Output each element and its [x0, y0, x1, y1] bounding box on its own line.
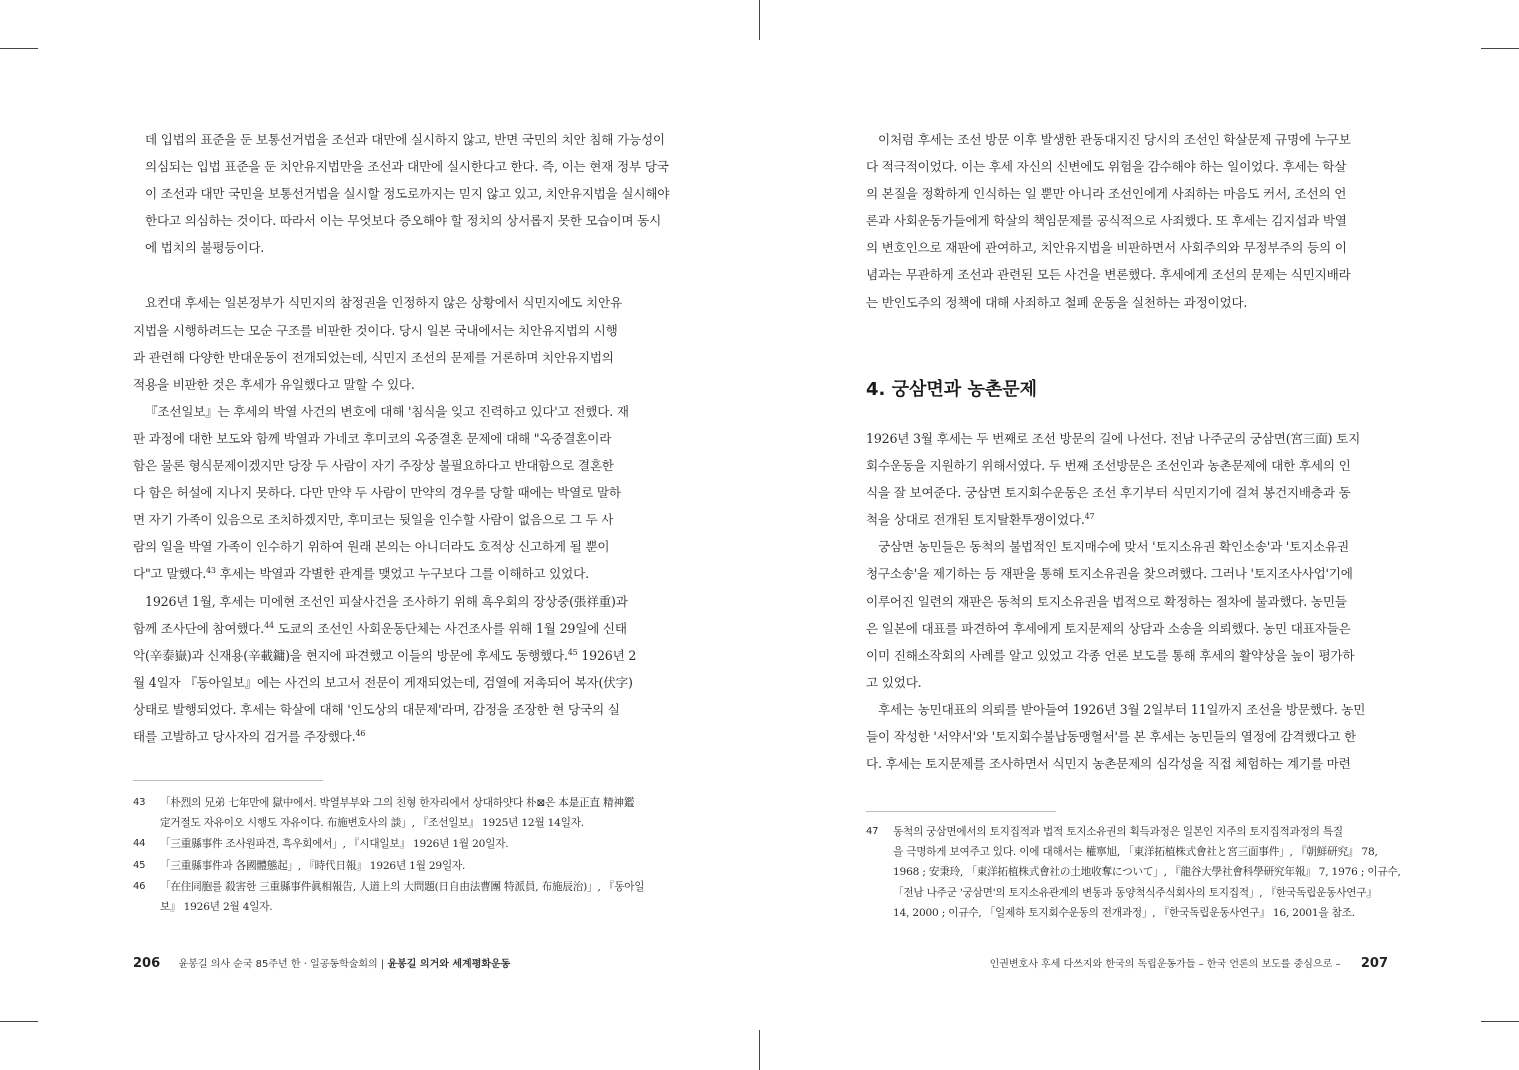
- footnote: [133, 877, 663, 917]
- text-line: 는 반인도주의 정책에 대해 사죄하고 철폐 운동을 실천하는 과정이었다.: [866, 294, 1248, 310]
- text-segment: 태를 고발하고 당사자의 검거를 주장했다.: [133, 728, 356, 744]
- text-line: 고 있었다.: [866, 674, 922, 690]
- footnote-ref[interactable]: 46: [355, 728, 366, 738]
- text-line: 의심되는 입법 표준을 둔 치안유지법만을 조선과 대만에 실시한다고 한다. 즉, 이는 현재 정부 당국: [145, 159, 669, 175]
- body-paragraph: [866, 533, 1388, 696]
- page-number: 207: [1360, 956, 1388, 971]
- footnote-divider: [866, 811, 1056, 812]
- left-folio: [133, 955, 510, 971]
- footnote-ref[interactable]: 44: [264, 620, 274, 630]
- text-line: 한다고 의심하는 것이다. 따라서 이는 무엇보다 증오해야 할 정치의 상서롭지 못한 모습이며 동시: [145, 213, 662, 229]
- text-segment: 1926년 2: [577, 647, 637, 663]
- footnote-line: 「朴烈의 兄弟 七年만에 獄中에서. 박열부부와 그의 친형 한자리에서 상대하얏다 朴⊠은 本是正直 精神鑑: [160, 797, 635, 809]
- text-line: 면 자기 가족이 있음으로 조치하겠지만, 후미코는 뒷일을 인수할 사람이 없음으로 그 두 사: [133, 512, 614, 528]
- text-line: 함은 물론 형식문제이겠지만 당장 두 사람이 자기 주장상 불필요하다고 반대함으로 결혼한: [133, 458, 614, 474]
- text-line: 『조선일보』는 후세의 박열 사건의 변호에 대해 '침식을 잊고 진력하고 있다'고 전했다. 재: [145, 403, 629, 419]
- text-line: 이루어진 일련의 재판은 동척의 토지소유권을 법적으로 확정하는 절차에 불과했다. 농민들: [866, 593, 1347, 609]
- text-line: 회수운동을 지원하기 위해서였다. 두 번째 조선방문은 조선인과 농촌문제에 대한 후세의 인: [866, 458, 1351, 474]
- text-line: [133, 560, 655, 587]
- text-line: 월 4일자 『동아일보』에는 사건의 보고서 전문이 게재되었는데, 검열에 저촉되어 복자(伏字): [133, 674, 633, 690]
- footnote: [133, 856, 663, 876]
- footnote-number: 47: [866, 826, 879, 837]
- footnote-line: 「전남 나주군 '궁삼면'의 토지소유관계의 변동과 동양척식주식회사의 토지집적」, 『한국독립운동사연구』: [893, 886, 1377, 899]
- footnote-line: 「三重縣事件 조사원파견, 흑우회에서」, 『시대일보』 1926년 1월 20일자.: [160, 838, 509, 851]
- text-line: 식을 잘 보여준다. 궁삼면 토지회수운동은 조선 후기부터 식민지기에 걸쳐 봉건지배층과 동: [866, 485, 1351, 501]
- text-line: 들이 작성한 '서약서'와 '토지회수불납동맹혈서'를 본 후세는 농민들의 열정에 감격했다고 한: [866, 729, 1357, 745]
- left-page: [0, 0, 759, 1070]
- running-head-title: 윤봉길 의거와 세계평화운동: [387, 959, 511, 970]
- footnote-line: 「三重縣事件과 各國體態起」, 『時代日報』 1926년 1월 29일자.: [160, 859, 466, 872]
- footnote: [133, 793, 663, 833]
- footnote-line: 1968 ; 安秉玲, 「東洋拓植株式會社の土地收奪について」, 『龍谷大學社會科學研究年報』 7, 1976 ; 이규수,: [893, 866, 1401, 879]
- text-line: 은 일본에 대표를 파견하여 후세에게 토지문제의 상담과 소송을 의뢰했다. 농민 대표자들은: [866, 620, 1351, 636]
- footnote-number: 46: [133, 880, 146, 892]
- text-line: 후세는 농민대표의 의뢰를 받아들여 1926년 3월 2일부터 11일까지 조선을 방문했다. 농민: [878, 701, 1366, 717]
- text-segment: 함께 조사단에 참여했다.: [133, 620, 265, 636]
- text-line: 지법을 시행하려드는 모순 구조를 비판한 것이다. 당시 일본 국내에서는 치안유지법의 시행: [133, 322, 618, 338]
- body-paragraph: [133, 126, 670, 261]
- footnote: [866, 822, 1401, 923]
- text-line: 1926년 3월 후세는 두 번째로 조선 방문의 길에 나선다. 전남 나주군의 궁삼면(宮三面) 토지: [866, 431, 1361, 446]
- section-heading: 4. 궁삼면과 농촌문제: [866, 379, 1037, 400]
- text-segment: 다"고 말했다.: [133, 566, 207, 582]
- right-body: [866, 126, 1388, 316]
- text-line: 다 적극적이었다. 이는 후세 자신의 신변에도 위험을 감수해야 하는 일이었다. 후세는 학살: [866, 159, 1347, 175]
- footnote-line: 동척의 궁삼면에서의 토지집적과 법적 토지소유권의 획득과정은 일본인 지주의 토지집적과정의 특질: [893, 826, 1343, 838]
- text-segment: 후세는 박열과 각별한 관계를 맺었고 누구보다 그를 이해하고 있었다.: [215, 566, 589, 582]
- footnote-divider: [133, 780, 323, 781]
- footnote-line: 보』 1926년 2월 4일자.: [160, 901, 273, 914]
- footnote-number: 44: [133, 838, 146, 850]
- text-line: 적용을 비판한 것은 후세가 유일했다고 말할 수 있다.: [133, 376, 415, 392]
- footnote-line: 을 극명하게 보여주고 있다. 이에 대해서는 權寧旭, 「東洋拓植株式會社と宮三面事件」, 『朝鮮研究』 78,: [893, 846, 1378, 859]
- text-line: 이처럼 후세는 조선 방문 이후 발생한 관동대지진 당시의 조선인 학살문제 규명에 누구보: [878, 132, 1351, 147]
- text-segment: 악(辛泰嶽)과 신재용(辛載鏞)을 현지에 파견했고 이들의 방문에 후세도 동행했다.: [133, 647, 568, 663]
- footnote-ref[interactable]: 43: [206, 566, 216, 576]
- text-line: 에 법치의 불평등이다.: [145, 240, 265, 256]
- text-line: 판 과정에 대한 보도와 함께 박열과 가네코 후미코의 옥중결혼 문제에 대해 "옥중결혼이라: [133, 430, 612, 446]
- body-paragraph: [866, 425, 1388, 533]
- text-segment: 척을 상대로 전개된 토지탈환투쟁이었다.: [866, 512, 1085, 528]
- text-line: 의 변호인으로 재판에 관여하고, 치안유지법을 비판하면서 사회주의와 무정부주의 등의 이: [866, 240, 1347, 256]
- text-line: 론과 사회운동가들에게 학살의 책임문제를 공식적으로 사죄했다. 또 후세는 김지섭과 박열: [866, 213, 1347, 229]
- page-number: 206: [133, 956, 161, 971]
- text-line: 요컨대 후세는 일본정부가 식민지의 참정권을 인정하지 않은 상황에서 식민지에도 치안유: [145, 295, 622, 311]
- text-line: 상태로 발행되었다. 후세는 학살에 대해 '인도상의 대문제'라며, 감정을 조장한 현 당국의 실: [133, 701, 620, 717]
- text-line: [133, 615, 655, 642]
- footnote-number: 43: [133, 797, 146, 808]
- text-line: [866, 506, 1388, 533]
- right-folio: [990, 955, 1388, 971]
- text-line: 람의 일을 박열 가족이 인수하기 위하여 원래 본의는 아니더라도 호적상 신고하게 될 뿐이: [133, 539, 610, 555]
- body-paragraph: [133, 398, 655, 588]
- footnote-number: 45: [133, 859, 146, 871]
- right-section-body: [866, 425, 1388, 777]
- body-paragraph: [866, 126, 1388, 316]
- footnote-line: 「在住同胞를 殺害한 三重縣事件眞相報告, 人道上의 大問題(日自由法曹團 特派員, 布施辰治)」, 『동아일: [160, 880, 645, 893]
- text-line: 청구소송'을 제기하는 등 재판을 통해 토지소유권을 찾으려했다. 그러나 '토지조사사업'기에: [866, 566, 1353, 582]
- text-segment: 도쿄의 조선인 사회운동단체는 사건조사를 위해 1월 29일에 신태: [273, 620, 627, 636]
- text-line: 1926년 1월, 후세는 미에현 조선인 피살사건을 조사하기 위해 흑우회의 장상중(張祥重)과: [145, 593, 628, 609]
- left-footnotes: [133, 793, 663, 918]
- footnote-line: 14, 2000 ; 이규수, 「일제하 토지회수운동의 전개과정」, 『한국독립운동사연구』 16, 2001을 참조.: [893, 906, 1355, 919]
- text-line: 궁삼면 농민들은 동척의 불법적인 토지매수에 맞서 '토지소유권 확인소송'과 '토지소유권: [878, 539, 1349, 555]
- running-head: 윤봉길 의사 순국 85주년 한 · 일공동학술회의 |: [178, 959, 388, 970]
- text-line: 이 조선과 대만 국민을 보통선거법을 실시할 정도로까지는 믿지 않고 있고, 치안유지법을 실시해야: [145, 186, 670, 202]
- text-line: 과 관련해 다양한 반대운동이 전개되었는데, 식민지 조선의 문제를 거론하며 치안유지법의: [133, 349, 614, 365]
- footnote: [133, 834, 663, 854]
- right-footnotes: [866, 822, 1401, 924]
- text-line: 다 함은 허설에 지나지 못하다. 다만 만약 두 사람이 만약의 경우를 당할 때에는 박열로 말하: [133, 485, 621, 501]
- left-body: [133, 126, 670, 750]
- body-paragraph: [133, 588, 655, 751]
- text-line: 의 본질을 정확하게 인식하는 일 뿐만 아니라 조선인에게 사죄하는 마음도 커서, 조선의 언: [866, 186, 1347, 202]
- body-paragraph: [133, 289, 655, 397]
- footnote-line: 定거절도 자유이오 시행도 자유이다. 布施변호사의 談」, 『조선일보』 1925년 12월 14일자.: [160, 817, 584, 830]
- text-line: [133, 723, 655, 750]
- footnote-ref[interactable]: 45: [567, 647, 578, 657]
- text-line: 념과는 무관하게 조선과 관련된 모든 사건을 변론했다. 후세에게 조선의 문제는 식민지배라: [866, 267, 1351, 283]
- text-line: [133, 642, 655, 669]
- running-head: 인권변호사 후세 다쓰지와 한국의 독립운동가들 – 한국 언론의 보도를 중심으로 –: [989, 959, 1341, 970]
- body-paragraph: [866, 696, 1388, 777]
- text-line: 이미 진해소작회의 사례를 알고 있었고 각종 언론 보도를 통해 후세의 활약상을 높이 평가하: [866, 647, 1355, 663]
- text-line: 다. 후세는 토지문제를 조사하면서 식민지 농촌문제의 심각성을 직접 체험하는 계기를 마련: [866, 756, 1351, 772]
- right-page: [760, 0, 1519, 1070]
- text-line: 데 입법의 표준을 둔 보통선거법을 조선과 대만에 실시하지 않고, 반면 국민의 치안 침해 가능성이: [145, 132, 665, 147]
- footnote-ref[interactable]: 47: [1084, 512, 1095, 522]
